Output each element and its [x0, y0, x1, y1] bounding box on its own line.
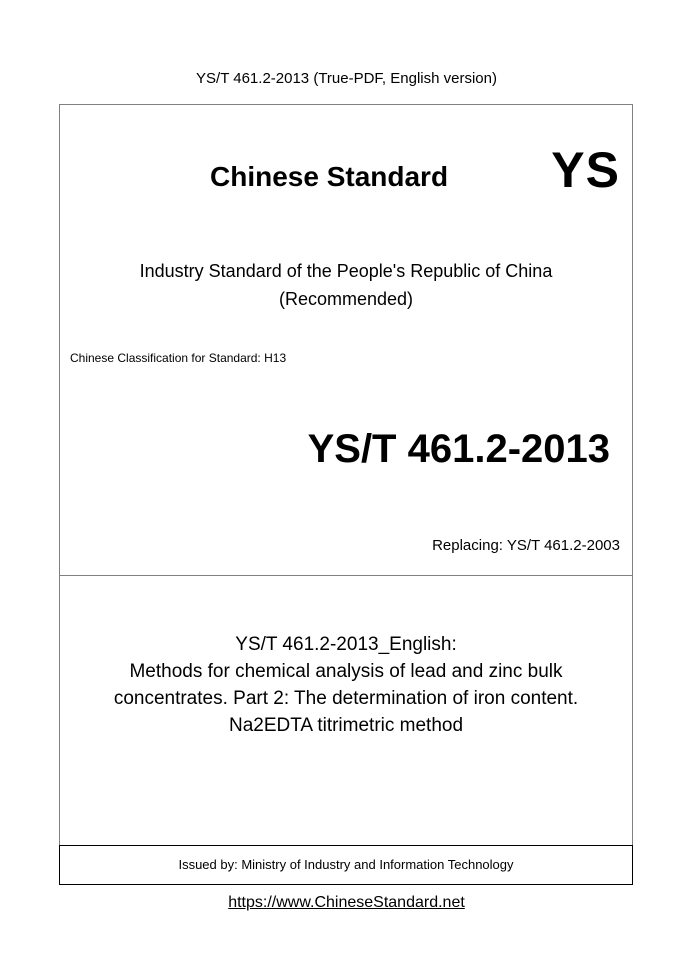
title-line: Methods for chemical analysis of lead and zinc bulk — [129, 661, 563, 682]
brand-code: YS — [551, 142, 620, 198]
replacing-line: Replacing: YS/T 461.2-2003 — [432, 537, 620, 554]
standard-number: YS/T 461.2-2013 — [307, 427, 610, 471]
industry-line: Industry Standard of the People's Republic of China — [139, 261, 553, 281]
website-link[interactable]: https://www.ChineseStandard.net — [228, 894, 465, 911]
cover-top-section — [60, 105, 632, 576]
issued-by-box: Issued by: Ministry of Industry and Information Technology — [59, 845, 633, 885]
document-title — [60, 631, 632, 739]
title-line: Na2EDTA titrimetric method — [228, 715, 464, 736]
title-line: concentrates. Part 2: The determination of iron content. — [113, 688, 579, 709]
title-line: YS/T 461.2-2013_English: — [235, 634, 457, 655]
document-header: YS/T 461.2-2013 (True-PDF, English version) — [196, 70, 497, 87]
recommended-line: (Recommended) — [278, 289, 414, 309]
cover-title-section — [60, 576, 632, 846]
brand-title: Chinese Standard — [210, 161, 449, 192]
cover-frame — [59, 104, 633, 885]
classification-line: Chinese Classification for Standard: H13 — [70, 351, 287, 365]
footer — [0, 894, 693, 912]
